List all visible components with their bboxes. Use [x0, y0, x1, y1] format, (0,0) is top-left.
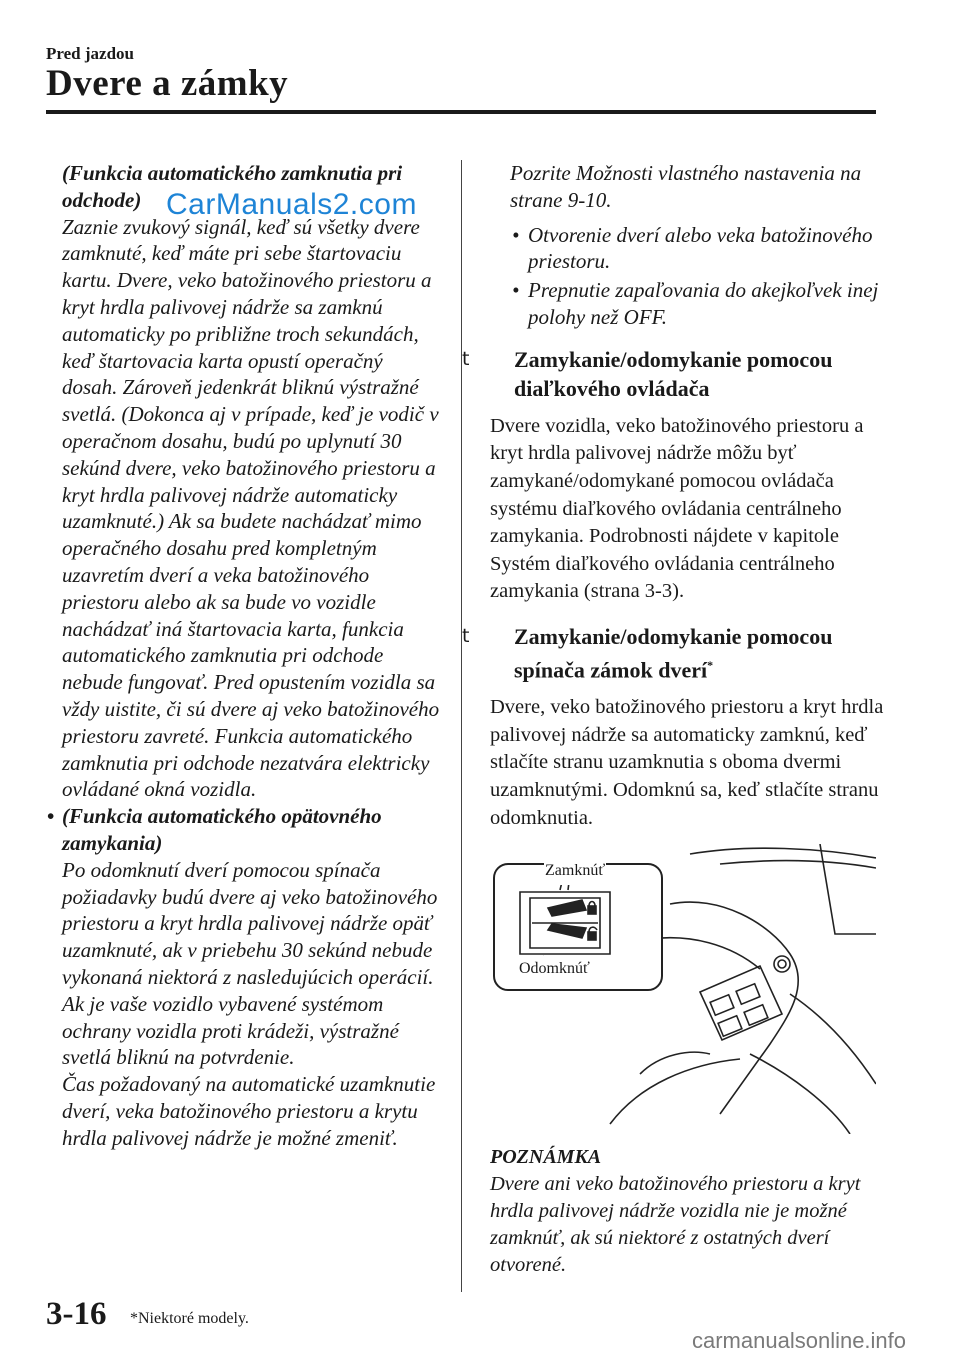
- footnote-marker: *: [707, 657, 714, 672]
- section-switch-body: Dvere, veko batožinového priestoru a kryt hrdla palivovej nádrže sa automaticky zamknú, keď stlačíte stranu uzamknutia s oboma dvermi uzamknutými. Odomknú sa, keď stlačíte stranu odomknutia.: [490, 696, 884, 829]
- section-remote-body: Dvere vozidla, veko batožinového priestoru a kryt hrdla palivovej nádrže môžu byť zamykané/odomykané pomocou ovládača systému diaľkového ovládania centrálneho zamykania. Podrobnosti nájdete v kapitole Systém diaľkového ovládania centrálneho zamykania (strana 3-3).: [490, 414, 864, 603]
- right-column: [462, 160, 885, 1279]
- section-marker: t: [462, 347, 470, 370]
- settings-reference: Pozrite Možnosti vlastného nastavenia na strane 9-10.: [510, 161, 862, 212]
- section-remote-title-text: Zamykanie/odomykanie pomocou diaľkového ovládača: [514, 346, 833, 401]
- door-panel-illustration: [490, 844, 876, 1134]
- relock-body: Po odomknutí dverí pomocou spínača požiadavky budú dvere aj veko batožinového priestoru a kryt hrdla palivovej nádrže opäť uzamknuté, ak v priebehu 30 sekúnd nebude vykonaná niektorá z nasledujúcich operácií. Ak je vaše vozidlo vybavené systémom ochrany vozidla proti krádeži, výstražné svetlá bliknú na potvrdenie.: [62, 857, 438, 1070]
- section-switch-title-text: Zamykanie/odomykanie pomocou spínača zámok dverí: [514, 623, 833, 683]
- list-item: [508, 277, 885, 331]
- bullet-mark: •: [512, 278, 520, 303]
- list-item-text: Otvorenie dverí alebo veka batožinového priestoru.: [528, 222, 873, 274]
- note-body: Dvere ani veko batožinového priestoru a kryt hrdla palivovej nádrže vozidla nie je možné zamknúť, ak sú niektoré z ostatných dverí otvorené.: [490, 1173, 861, 1277]
- auto-lock-heading: (Funkcia automatického zamknutia pri odchode): [62, 161, 403, 212]
- bullet-mark: •: [512, 222, 520, 247]
- section-label: Pred jazdou: [46, 44, 134, 63]
- bullet-mark: •: [47, 804, 55, 829]
- page-title: Dvere a zámky: [46, 63, 289, 104]
- watermark-logo: CarManuals2.com: [166, 188, 417, 221]
- left-column: [47, 160, 442, 1151]
- page-number: 3-16: [46, 1296, 107, 1332]
- relock-item: [47, 803, 442, 857]
- door-lock-switch-figure: [490, 844, 876, 1134]
- relock-heading: (Funkcia automatického opätovného zamykania): [62, 804, 382, 855]
- note-title: POZNÁMKA: [490, 1146, 602, 1169]
- lock-label: Zamknúť: [544, 858, 606, 885]
- section-remote-title: [462, 345, 885, 403]
- column-divider: [461, 160, 462, 1292]
- section-marker: t: [462, 624, 470, 647]
- auto-lock-body: Zaznie zvukový signál, keď sú všetky dvere zamknuté, keď máte pri sebe štartovaciu kartu. Dvere, veko batožinového priestoru a kryt hrdla palivovej nádrže sa zamknú automaticky po približne troch sekundách, keď štartovacia karta opustí operačný dosah. Zároveň jedenkrát bliknú výstražné svetlá. (Dokonca aj v prípade, keď je vodič v operačnom dosahu, budú po uplynutí 30 sekúnd dvere, veko batožinového priestoru a kryt hrdla palivovej nádrže automaticky uzamknuté.) Ak sa budete nachádzať mimo operačného dosahu pred kompletným uzavretím dverí a veka batožinového priestoru alebo ak sa bude vo vozidle nachádzať iná štartovacia karta, funkcia automatického zamknutia pri odchode nebude fungovať. Pred opustením vozidla sa vždy uistite, či sú dvere aj veko batožinového priestoru zavreté. Funkcia automatického zamknutia pri odchode nezatvára elektricky ovládané okná vozidla.: [62, 214, 440, 802]
- unlock-label: Odomknúť: [518, 956, 591, 983]
- list-item: [508, 222, 885, 276]
- list-item-text: Prepnutie zapaľovania do akejkoľvek inej polohy než OFF.: [528, 278, 879, 329]
- section-switch-title: [462, 622, 885, 684]
- relock-body-time: Čas požadovaný na automatické uzamknutie dverí, veka batožinového priestoru a krytu hrdla palivovej nádrže je možné zmeniť.: [62, 1072, 436, 1150]
- footnote: *Niektoré modely.: [130, 1310, 249, 1327]
- site-watermark: carmanualsonline.info: [692, 1328, 907, 1353]
- header-rule: [46, 110, 876, 114]
